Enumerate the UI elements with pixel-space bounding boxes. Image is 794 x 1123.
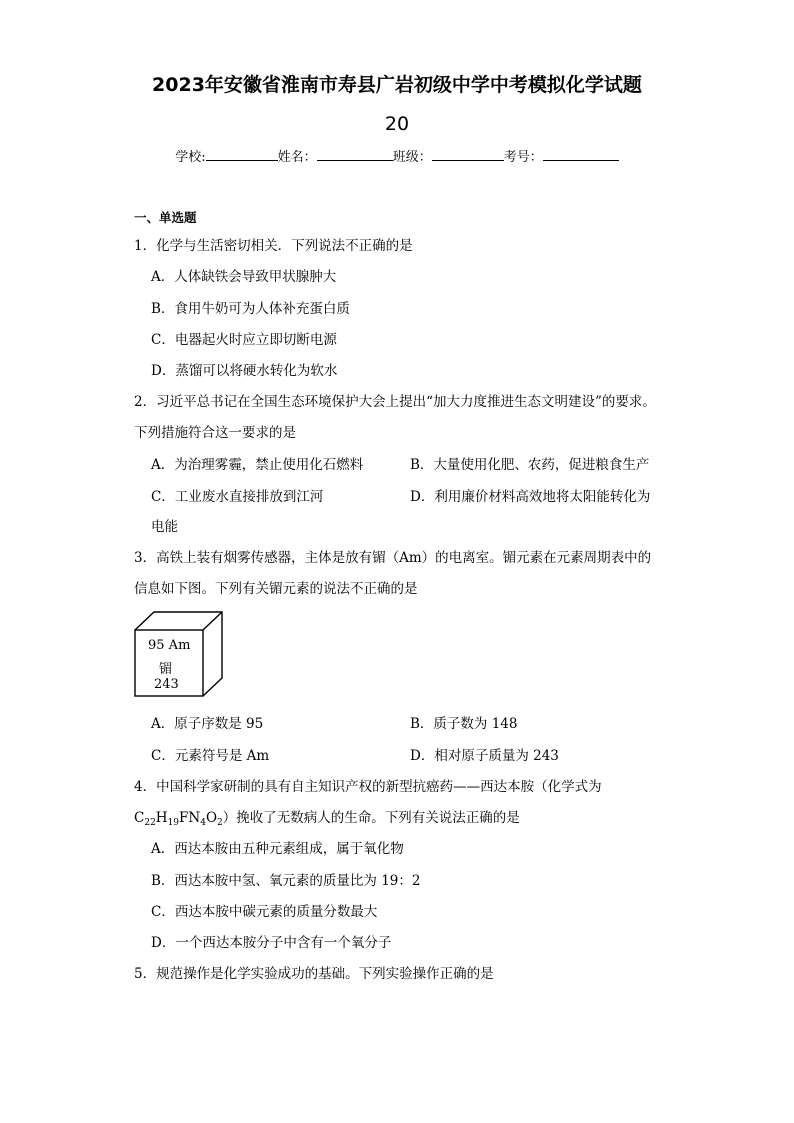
question-3-stem-line-2: 信息如下图。下列有关镅元素的说法不正确的是 [134, 581, 418, 597]
name-blank[interactable] [317, 146, 393, 161]
school-blank[interactable] [206, 146, 278, 161]
formula-o-subscript: 2 [217, 818, 223, 828]
question-3-option-a[interactable]: A．原子序数是 95 [151, 716, 264, 732]
question-3-option-c[interactable]: C．元素符号是 Am [151, 748, 270, 764]
question-2-option-b[interactable]: B．大量使用化肥、农药，促进粮食生产 [410, 457, 650, 473]
element-cube-outline [134, 611, 224, 697]
page-subtitle-number: 20 [384, 113, 410, 135]
question-1-option-d[interactable]: D．蒸馏可以将硬水转化为软水 [151, 363, 338, 379]
class-blank[interactable] [432, 146, 504, 161]
question-4-option-d[interactable]: D．一个西达本胺分子中含有一个氧分子 [151, 935, 392, 951]
formula-h-subscript: 19 [167, 818, 180, 828]
name-label: 姓名： [277, 150, 317, 165]
question-3-option-b[interactable]: B．质子数为 148 [410, 716, 518, 732]
element-number-symbol: 95 Am [148, 638, 191, 653]
question-2-stem-line-1: 2．习近平总书记在全国生态环境保护大会上提出“加大力度推进生态文明建设”的要求。 [134, 394, 656, 410]
question-1-option-b[interactable]: B．食用牛奶可为人体补充蛋白质 [151, 301, 350, 317]
question-2-option-c[interactable]: C．工业废水直接排放到江河 [151, 489, 324, 505]
formula-n-subscript: 4 [200, 818, 206, 828]
question-1-option-c[interactable]: C．电器起火时应立即切断电源 [151, 332, 337, 348]
question-4-stem-line-1: 4．中国科学家研制的具有自主知识产权的新型抗癌药——西达本胺（化学式为 [134, 779, 602, 795]
class-label: 班级： [392, 150, 432, 165]
question-4-option-c[interactable]: C．西达本胺中碳元素的质量分数最大 [151, 904, 378, 920]
student-info-row [0, 146, 794, 165]
formula-c: C [134, 810, 145, 826]
exam-number-label: 考号： [503, 150, 543, 165]
formula-o: O [205, 810, 218, 826]
school-label: 学校: [175, 150, 206, 165]
section-heading-single-choice: 一、单选题 [134, 210, 197, 225]
question-2-option-a[interactable]: A．为治理雾霾，禁止使用化石燃料 [151, 457, 364, 473]
page-title: 2023年安徽省淮南市寿县广岩初级中学中考模拟化学试题 [152, 74, 642, 96]
formula-h: H [155, 810, 168, 826]
question-4-option-b[interactable]: B．西达本胺中氢、氧元素的质量比为 19：2 [151, 873, 421, 889]
question-2-option-d[interactable]: D．利用廉价材料高效地将太阳能转化为 [410, 489, 651, 505]
question-2-option-d-continued: 电能 [151, 519, 178, 535]
question-3-stem-line-1: 3．高铁上装有烟雾传感器，主体是放有镅（Am）的电离室。镅元素在元素周期表中的 [134, 550, 652, 566]
question-2-stem-line-2: 下列措施符合这一要求的是 [134, 425, 296, 441]
question-4-stem-rest: ）挽收了无数病人的生命。下列有关说法正确的是 [222, 810, 520, 826]
formula-c-subscript: 22 [144, 818, 156, 828]
exam-number-blank[interactable] [543, 146, 619, 161]
americium-element-card [134, 611, 224, 697]
question-1-option-a[interactable]: A．人体缺铁会导致甲状腺肿大 [151, 269, 337, 285]
element-atomic-mass: 243 [154, 677, 179, 692]
question-1-stem: 1．化学与生活密切相关．下列说法不正确的是 [134, 238, 413, 254]
question-5-stem: 5．规范操作是化学实验成功的基础。下列实验操作正确的是 [134, 966, 494, 982]
element-name: 镅 [159, 662, 173, 677]
formula-fn: FN [179, 810, 201, 826]
question-4-option-a[interactable]: A．西达本胺由五种元素组成，属于氧化物 [151, 841, 404, 857]
question-4-stem-line-2 [134, 806, 520, 826]
question-3-option-d[interactable]: D．相对原子质量为 243 [410, 748, 559, 764]
